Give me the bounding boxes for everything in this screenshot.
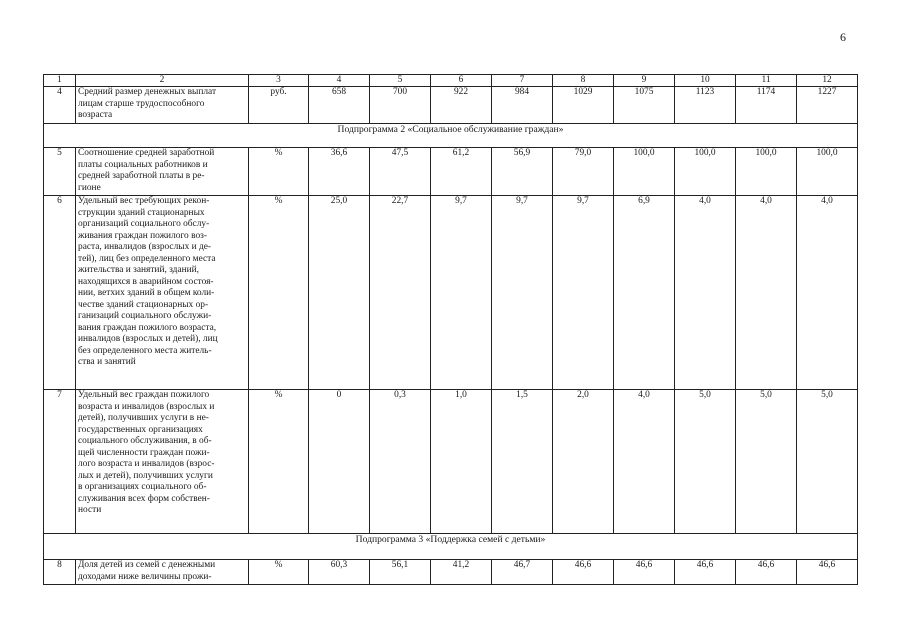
value-cell: 1,0 bbox=[431, 390, 492, 534]
col-header: 10 bbox=[675, 75, 736, 87]
value-cell: 1174 bbox=[736, 87, 797, 124]
col-header: 12 bbox=[797, 75, 858, 87]
col-header: 5 bbox=[370, 75, 431, 87]
row-number: 7 bbox=[44, 390, 76, 534]
value-cell: 0 bbox=[309, 390, 370, 534]
column-numbers-row bbox=[44, 75, 858, 87]
value-cell: 22,7 bbox=[370, 196, 431, 390]
value-cell: 41,2 bbox=[431, 560, 492, 585]
value-cell: 46,6 bbox=[614, 560, 675, 585]
value-cell: 6,9 bbox=[614, 196, 675, 390]
value-cell: 9,7 bbox=[553, 196, 614, 390]
indicator-description: Удельный вес граждан пожилого возраста и инвалидов (взрослых и детей), получивших услуги в не- государственных организациях социального обслуживания, в об- щей численности граждан пожи- лого возраста и инвалидов (взрос- лых и детей), получивших услуги в организациях социального об- служивания всех форм собствен- ности bbox=[76, 390, 249, 534]
indicator-description: Удельный вес требующих рекон- струкции зданий стационарных организаций социального обслу- живания граждан пожилого воз- раста, инвалидов (взрослых и де- тей), лиц без определенного места жительства и занятий, зданий, находящихся в аварийном состоя- нии, ветхих зданий в общем коли- честве зданий стационарных ор- ганизаций социального обслужи- вания граждан пожилого возраста, инвалидов (взрослых и детей), лиц без определенного места житель- ства и занятий bbox=[76, 196, 249, 390]
value-cell: 1,5 bbox=[492, 390, 553, 534]
value-cell: 56,1 bbox=[370, 560, 431, 585]
col-header: 9 bbox=[614, 75, 675, 87]
col-header: 1 bbox=[44, 75, 76, 87]
row-number: 8 bbox=[44, 560, 76, 585]
value-cell: 984 bbox=[492, 87, 553, 124]
page-number: 6 bbox=[840, 30, 846, 44]
table-row bbox=[44, 148, 858, 196]
unit-cell: % bbox=[249, 148, 309, 196]
unit-cell: % bbox=[249, 390, 309, 534]
value-cell: 4,0 bbox=[675, 196, 736, 390]
value-cell: 1227 bbox=[797, 87, 858, 124]
value-cell: 56,9 bbox=[492, 148, 553, 196]
value-cell: 1123 bbox=[675, 87, 736, 124]
value-cell: 100,0 bbox=[736, 148, 797, 196]
row-number: 5 bbox=[44, 148, 76, 196]
col-header: 8 bbox=[553, 75, 614, 87]
indicator-description: Средний размер денежных выплат лицам старше трудоспособного возраста bbox=[76, 87, 249, 124]
col-header: 7 bbox=[492, 75, 553, 87]
value-cell: 100,0 bbox=[797, 148, 858, 196]
table-row bbox=[44, 390, 858, 534]
value-cell: 2,0 bbox=[553, 390, 614, 534]
row-number: 6 bbox=[44, 196, 76, 390]
value-cell: 79,0 bbox=[553, 148, 614, 196]
indicator-description: Соотношение средней заработной платы социальных работников и средней заработной платы в ре- гионе bbox=[76, 148, 249, 196]
value-cell: 46,6 bbox=[797, 560, 858, 585]
value-cell: 46,6 bbox=[675, 560, 736, 585]
value-cell: 922 bbox=[431, 87, 492, 124]
value-cell: 4,0 bbox=[797, 196, 858, 390]
value-cell: 9,7 bbox=[431, 196, 492, 390]
col-header: 6 bbox=[431, 75, 492, 87]
value-cell: 60,3 bbox=[309, 560, 370, 585]
indicator-description: Доля детей из семей с денежными доходами ниже величины прожи- bbox=[76, 560, 249, 585]
row-number: 4 bbox=[44, 87, 76, 124]
subprogram-row bbox=[44, 124, 858, 148]
value-cell: 25,0 bbox=[309, 196, 370, 390]
unit-cell: % bbox=[249, 560, 309, 585]
value-cell: 658 bbox=[309, 87, 370, 124]
value-cell: 1075 bbox=[614, 87, 675, 124]
value-cell: 46,6 bbox=[553, 560, 614, 585]
table-row bbox=[44, 87, 858, 124]
value-cell: 1029 bbox=[553, 87, 614, 124]
subprogram-title: Подпрограмма 3 «Поддержка семей с детьми» bbox=[44, 534, 858, 560]
value-cell: 5,0 bbox=[736, 390, 797, 534]
subprogram-title: Подпрограмма 2 «Социальное обслуживание граждан» bbox=[44, 124, 858, 148]
table-row bbox=[44, 560, 858, 585]
col-header: 3 bbox=[249, 75, 309, 87]
value-cell: 4,0 bbox=[614, 390, 675, 534]
value-cell: 100,0 bbox=[675, 148, 736, 196]
value-cell: 700 bbox=[370, 87, 431, 124]
col-header: 4 bbox=[309, 75, 370, 87]
value-cell: 46,7 bbox=[492, 560, 553, 585]
unit-cell: руб. bbox=[249, 87, 309, 124]
unit-cell: % bbox=[249, 196, 309, 390]
value-cell: 9,7 bbox=[492, 196, 553, 390]
value-cell: 0,3 bbox=[370, 390, 431, 534]
col-header: 11 bbox=[736, 75, 797, 87]
col-header: 2 bbox=[76, 75, 249, 87]
subprogram-row bbox=[44, 534, 858, 560]
value-cell: 61,2 bbox=[431, 148, 492, 196]
value-cell: 5,0 bbox=[797, 390, 858, 534]
value-cell: 46,6 bbox=[736, 560, 797, 585]
value-cell: 100,0 bbox=[614, 148, 675, 196]
indicators-table bbox=[43, 74, 858, 585]
value-cell: 4,0 bbox=[736, 196, 797, 390]
value-cell: 5,0 bbox=[675, 390, 736, 534]
table-row bbox=[44, 196, 858, 390]
value-cell: 47,5 bbox=[370, 148, 431, 196]
value-cell: 36,6 bbox=[309, 148, 370, 196]
